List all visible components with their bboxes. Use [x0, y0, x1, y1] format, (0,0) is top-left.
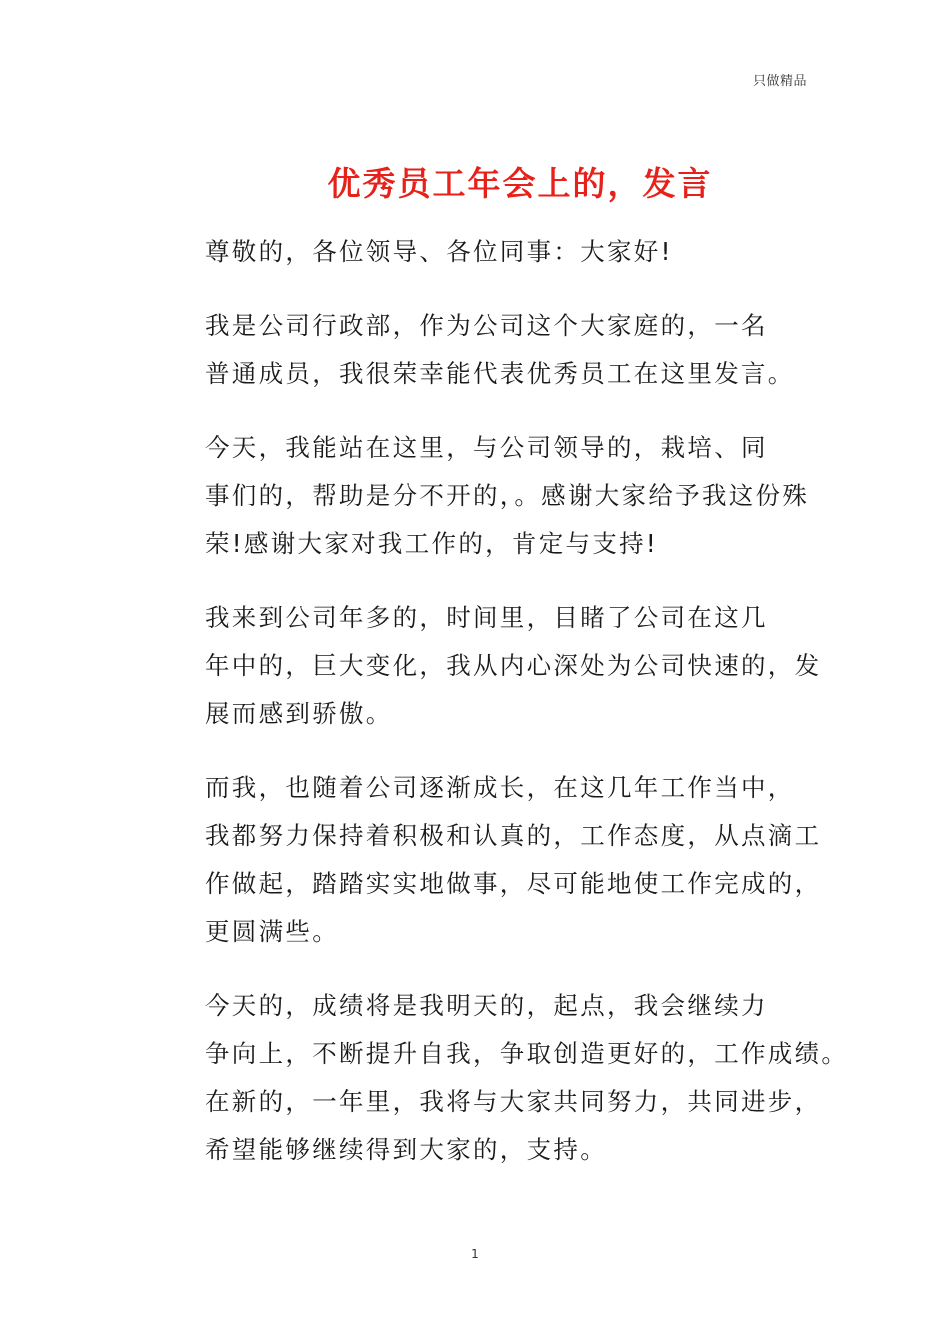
- text-line: 作做起，踏踏实实地做事，尽可能地使工作完成的，: [205, 869, 822, 898]
- paragraph-introduction: [147, 302, 837, 398]
- text-line: 争向上，不断提升自我，争取创造更好的，工作成绩。: [205, 1039, 849, 1068]
- paragraph-work-attitude: [147, 764, 837, 956]
- text-line: 我来到公司年多的，时间里，目睹了公司在这几: [205, 603, 768, 632]
- text-line: 年中的，巨大变化，我从内心深处为公司快速的，发: [205, 651, 822, 680]
- text-line: 尊敬的，各位领导、各位同事：大家好!: [205, 237, 673, 266]
- text-line: 在新的，一年里，我将与大家共同努力，共同进步，: [205, 1087, 822, 1116]
- text-line: 我是公司行政部，作为公司这个大家庭的，一名: [205, 311, 768, 340]
- text-line: 希望能够继续得到大家的，支持。: [205, 1135, 607, 1164]
- text-line: 更圆满些。: [205, 917, 339, 946]
- paragraph-company-growth: [147, 594, 837, 738]
- text-line: 今天的，成绩将是我明天的，起点，我会继续力: [205, 991, 768, 1020]
- text-line: 普通成员，我很荣幸能代表优秀员工在这里发言。: [205, 359, 795, 388]
- text-line: 我都努力保持着积极和认真的，工作态度，从点滴工: [205, 821, 822, 850]
- text-line: 荣!感谢大家对我工作的，肯定与支持!: [205, 529, 659, 558]
- text-line: 展而感到骄傲。: [205, 699, 393, 728]
- text-line: 事们的，帮助是分不开的，。感谢大家给予我这份殊: [205, 481, 810, 510]
- paragraph-future: [147, 982, 849, 1174]
- header-note: 只做精品: [752, 74, 807, 89]
- paragraph-thanks: [147, 424, 837, 568]
- document-title: 优秀员工年会上的，发言: [327, 164, 713, 203]
- page-number: 1: [471, 1247, 479, 1261]
- paragraph-greeting: [147, 228, 837, 276]
- text-line: 而我，也随着公司逐渐成长，在这几年工作当中，: [205, 773, 795, 802]
- document-body: [147, 228, 849, 1200]
- text-line: 今天，我能站在这里，与公司领导的，栽培、同: [205, 433, 768, 462]
